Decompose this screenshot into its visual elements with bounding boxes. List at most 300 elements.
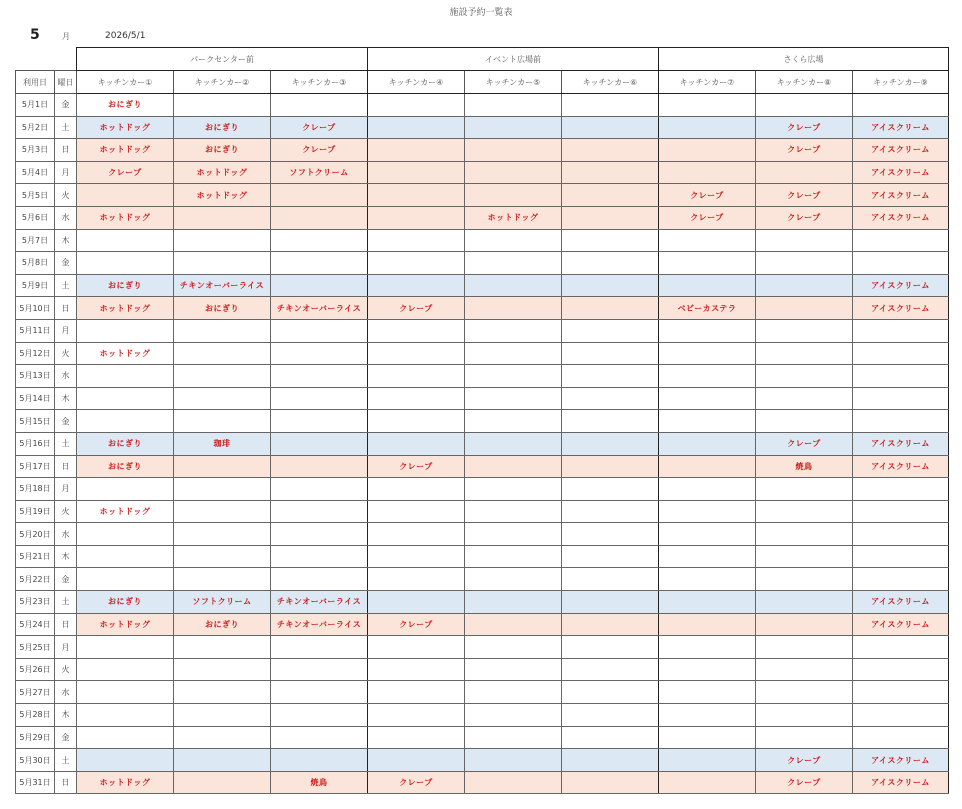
cell-car-5[interactable] bbox=[465, 704, 562, 727]
cell-car-2[interactable]: 珈琲 bbox=[174, 432, 271, 455]
cell-car-2[interactable]: ホットドッグ bbox=[174, 161, 271, 184]
cell-car-5[interactable] bbox=[465, 161, 562, 184]
cell-dow[interactable]: 木 bbox=[55, 545, 77, 568]
cell-car-5[interactable] bbox=[465, 274, 562, 297]
cell-dow[interactable]: 水 bbox=[55, 365, 77, 388]
cell-car-1[interactable] bbox=[77, 184, 174, 207]
cell-car-8[interactable] bbox=[756, 568, 853, 591]
cell-car-1[interactable] bbox=[77, 410, 174, 433]
cell-car-3[interactable] bbox=[271, 568, 368, 591]
cell-car-4[interactable] bbox=[368, 478, 465, 501]
cell-date[interactable]: 5月18日 bbox=[16, 478, 55, 501]
cell-car-7[interactable] bbox=[659, 94, 756, 117]
cell-car-3[interactable] bbox=[271, 252, 368, 275]
cell-car-9[interactable] bbox=[853, 500, 949, 523]
cell-car-8[interactable] bbox=[756, 252, 853, 275]
cell-car-7[interactable] bbox=[659, 387, 756, 410]
column-header-car-9[interactable]: キッチンカー⑨ bbox=[853, 71, 949, 94]
cell-car-9[interactable]: アイスクリーム bbox=[853, 206, 949, 229]
cell-car-6[interactable] bbox=[562, 319, 659, 342]
cell-car-7[interactable] bbox=[659, 478, 756, 501]
cell-dow[interactable]: 木 bbox=[55, 387, 77, 410]
cell-car-6[interactable] bbox=[562, 161, 659, 184]
cell-car-9[interactable] bbox=[853, 726, 949, 749]
cell-car-8[interactable]: クレープ bbox=[756, 116, 853, 139]
cell-car-8[interactable] bbox=[756, 523, 853, 546]
cell-car-4[interactable] bbox=[368, 591, 465, 614]
cell-date[interactable]: 5月1日 bbox=[16, 94, 55, 117]
cell-car-9[interactable]: アイスクリーム bbox=[853, 591, 949, 614]
cell-car-5[interactable] bbox=[465, 500, 562, 523]
cell-car-6[interactable] bbox=[562, 365, 659, 388]
cell-car-7[interactable] bbox=[659, 545, 756, 568]
cell-car-1[interactable] bbox=[77, 252, 174, 275]
cell-car-4[interactable]: クレープ bbox=[368, 771, 465, 794]
cell-car-7[interactable] bbox=[659, 252, 756, 275]
cell-car-2[interactable] bbox=[174, 229, 271, 252]
cell-dow[interactable]: 火 bbox=[55, 342, 77, 365]
cell-car-7[interactable] bbox=[659, 523, 756, 546]
cell-date[interactable]: 5月2日 bbox=[16, 116, 55, 139]
cell-dow[interactable]: 土 bbox=[55, 749, 77, 772]
cell-car-7[interactable] bbox=[659, 749, 756, 772]
cell-car-8[interactable] bbox=[756, 681, 853, 704]
cell-car-4[interactable]: クレープ bbox=[368, 613, 465, 636]
cell-dow[interactable]: 水 bbox=[55, 523, 77, 546]
cell-car-4[interactable] bbox=[368, 387, 465, 410]
cell-car-8[interactable] bbox=[756, 161, 853, 184]
cell-car-8[interactable]: クレープ bbox=[756, 139, 853, 162]
cell-car-5[interactable] bbox=[465, 568, 562, 591]
cell-car-1[interactable] bbox=[77, 704, 174, 727]
cell-car-4[interactable] bbox=[368, 274, 465, 297]
cell-date[interactable]: 5月27日 bbox=[16, 681, 55, 704]
cell-car-5[interactable] bbox=[465, 365, 562, 388]
cell-car-4[interactable] bbox=[368, 184, 465, 207]
cell-date[interactable]: 5月17日 bbox=[16, 455, 55, 478]
cell-car-2[interactable]: おにぎり bbox=[174, 139, 271, 162]
cell-car-4[interactable] bbox=[368, 500, 465, 523]
cell-car-6[interactable] bbox=[562, 252, 659, 275]
cell-dow[interactable]: 金 bbox=[55, 410, 77, 433]
cell-car-3[interactable] bbox=[271, 410, 368, 433]
cell-car-1[interactable]: ホットドッグ bbox=[77, 116, 174, 139]
cell-dow[interactable]: 月 bbox=[55, 636, 77, 659]
cell-car-3[interactable]: チキンオーバーライス bbox=[271, 591, 368, 614]
cell-date[interactable]: 5月20日 bbox=[16, 523, 55, 546]
cell-date[interactable]: 5月8日 bbox=[16, 252, 55, 275]
cell-car-4[interactable] bbox=[368, 206, 465, 229]
cell-car-4[interactable] bbox=[368, 161, 465, 184]
cell-car-7[interactable] bbox=[659, 591, 756, 614]
cell-dow[interactable]: 土 bbox=[55, 591, 77, 614]
cell-car-5[interactable] bbox=[465, 455, 562, 478]
cell-car-2[interactable] bbox=[174, 523, 271, 546]
cell-car-7[interactable] bbox=[659, 365, 756, 388]
column-header-car-4[interactable]: キッチンカー④ bbox=[368, 71, 465, 94]
cell-car-2[interactable] bbox=[174, 726, 271, 749]
cell-car-8[interactable] bbox=[756, 613, 853, 636]
cell-car-2[interactable] bbox=[174, 410, 271, 433]
cell-car-7[interactable] bbox=[659, 455, 756, 478]
cell-car-4[interactable] bbox=[368, 252, 465, 275]
cell-dow[interactable]: 金 bbox=[55, 726, 77, 749]
cell-car-1[interactable]: ホットドッグ bbox=[77, 206, 174, 229]
cell-car-4[interactable] bbox=[368, 365, 465, 388]
group-header-event-plaza[interactable]: イベント広場前 bbox=[368, 48, 659, 71]
cell-car-9[interactable] bbox=[853, 410, 949, 433]
cell-car-1[interactable] bbox=[77, 726, 174, 749]
cell-car-9[interactable] bbox=[853, 365, 949, 388]
cell-date[interactable]: 5月4日 bbox=[16, 161, 55, 184]
cell-car-2[interactable]: おにぎり bbox=[174, 116, 271, 139]
cell-car-3[interactable] bbox=[271, 94, 368, 117]
cell-car-8[interactable]: クレープ bbox=[756, 771, 853, 794]
cell-car-6[interactable] bbox=[562, 229, 659, 252]
cell-car-6[interactable] bbox=[562, 387, 659, 410]
cell-car-1[interactable] bbox=[77, 636, 174, 659]
cell-car-6[interactable] bbox=[562, 455, 659, 478]
cell-car-4[interactable] bbox=[368, 139, 465, 162]
cell-car-6[interactable] bbox=[562, 206, 659, 229]
cell-car-4[interactable]: クレープ bbox=[368, 455, 465, 478]
cell-car-5[interactable] bbox=[465, 252, 562, 275]
cell-car-6[interactable] bbox=[562, 410, 659, 433]
cell-car-5[interactable]: ホットドッグ bbox=[465, 206, 562, 229]
cell-car-9[interactable]: アイスクリーム bbox=[853, 116, 949, 139]
cell-car-2[interactable] bbox=[174, 252, 271, 275]
column-header-car-5[interactable]: キッチンカー⑤ bbox=[465, 71, 562, 94]
cell-car-7[interactable] bbox=[659, 681, 756, 704]
cell-car-1[interactable]: ホットドッグ bbox=[77, 771, 174, 794]
cell-car-8[interactable] bbox=[756, 274, 853, 297]
cell-car-3[interactable] bbox=[271, 274, 368, 297]
cell-car-5[interactable] bbox=[465, 432, 562, 455]
cell-car-8[interactable]: クレープ bbox=[756, 206, 853, 229]
cell-car-3[interactable] bbox=[271, 658, 368, 681]
cell-dow[interactable]: 土 bbox=[55, 432, 77, 455]
cell-car-3[interactable] bbox=[271, 206, 368, 229]
cell-car-2[interactable] bbox=[174, 704, 271, 727]
cell-car-3[interactable] bbox=[271, 387, 368, 410]
cell-car-3[interactable] bbox=[271, 545, 368, 568]
cell-dow[interactable]: 火 bbox=[55, 658, 77, 681]
cell-car-9[interactable]: アイスクリーム bbox=[853, 139, 949, 162]
cell-car-1[interactable] bbox=[77, 387, 174, 410]
cell-car-5[interactable] bbox=[465, 771, 562, 794]
cell-car-9[interactable]: アイスクリーム bbox=[853, 274, 949, 297]
column-header-car-3[interactable]: キッチンカー③ bbox=[271, 71, 368, 94]
cell-car-9[interactable] bbox=[853, 523, 949, 546]
cell-car-5[interactable] bbox=[465, 410, 562, 433]
cell-date[interactable]: 5月5日 bbox=[16, 184, 55, 207]
cell-car-7[interactable] bbox=[659, 658, 756, 681]
cell-car-2[interactable] bbox=[174, 771, 271, 794]
column-header-car-7[interactable]: キッチンカー⑦ bbox=[659, 71, 756, 94]
cell-car-3[interactable] bbox=[271, 365, 368, 388]
cell-car-9[interactable] bbox=[853, 94, 949, 117]
cell-car-2[interactable] bbox=[174, 206, 271, 229]
cell-date[interactable]: 5月23日 bbox=[16, 591, 55, 614]
cell-car-1[interactable] bbox=[77, 229, 174, 252]
cell-date[interactable]: 5月24日 bbox=[16, 613, 55, 636]
cell-dow[interactable]: 金 bbox=[55, 94, 77, 117]
cell-car-6[interactable] bbox=[562, 500, 659, 523]
cell-car-1[interactable]: ホットドッグ bbox=[77, 342, 174, 365]
cell-date[interactable]: 5月6日 bbox=[16, 206, 55, 229]
cell-car-8[interactable] bbox=[756, 297, 853, 320]
cell-car-1[interactable]: ホットドッグ bbox=[77, 500, 174, 523]
cell-car-4[interactable] bbox=[368, 636, 465, 659]
cell-car-8[interactable] bbox=[756, 591, 853, 614]
cell-car-1[interactable] bbox=[77, 478, 174, 501]
cell-car-8[interactable] bbox=[756, 229, 853, 252]
cell-car-3[interactable] bbox=[271, 726, 368, 749]
cell-car-9[interactable]: アイスクリーム bbox=[853, 432, 949, 455]
cell-car-4[interactable] bbox=[368, 658, 465, 681]
cell-car-9[interactable]: アイスクリーム bbox=[853, 771, 949, 794]
group-header-park-center[interactable]: パークセンター前 bbox=[77, 48, 368, 71]
cell-car-7[interactable]: ベビーカステラ bbox=[659, 297, 756, 320]
cell-car-9[interactable] bbox=[853, 704, 949, 727]
cell-car-8[interactable] bbox=[756, 94, 853, 117]
cell-car-9[interactable] bbox=[853, 658, 949, 681]
cell-car-2[interactable] bbox=[174, 500, 271, 523]
cell-car-2[interactable]: おにぎり bbox=[174, 297, 271, 320]
cell-dow[interactable]: 土 bbox=[55, 116, 77, 139]
cell-car-7[interactable] bbox=[659, 726, 756, 749]
cell-car-5[interactable] bbox=[465, 387, 562, 410]
column-header-car-8[interactable]: キッチンカー⑧ bbox=[756, 71, 853, 94]
cell-car-8[interactable] bbox=[756, 342, 853, 365]
cell-car-1[interactable] bbox=[77, 749, 174, 772]
cell-car-5[interactable] bbox=[465, 681, 562, 704]
cell-car-2[interactable] bbox=[174, 636, 271, 659]
cell-car-4[interactable] bbox=[368, 749, 465, 772]
cell-car-8[interactable] bbox=[756, 478, 853, 501]
cell-car-2[interactable]: おにぎり bbox=[174, 613, 271, 636]
group-header-sakura-plaza[interactable]: さくら広場 bbox=[659, 48, 949, 71]
cell-car-6[interactable] bbox=[562, 658, 659, 681]
cell-car-1[interactable]: おにぎり bbox=[77, 591, 174, 614]
cell-car-2[interactable]: ソフトクリーム bbox=[174, 591, 271, 614]
cell-date[interactable]: 5月25日 bbox=[16, 636, 55, 659]
cell-car-5[interactable] bbox=[465, 297, 562, 320]
cell-car-6[interactable] bbox=[562, 139, 659, 162]
cell-car-3[interactable] bbox=[271, 704, 368, 727]
cell-car-9[interactable]: アイスクリーム bbox=[853, 749, 949, 772]
cell-car-3[interactable] bbox=[271, 500, 368, 523]
cell-car-7[interactable] bbox=[659, 410, 756, 433]
cell-car-3[interactable]: チキンオーバーライス bbox=[271, 297, 368, 320]
cell-car-8[interactable] bbox=[756, 545, 853, 568]
cell-date[interactable]: 5月7日 bbox=[16, 229, 55, 252]
cell-car-6[interactable] bbox=[562, 771, 659, 794]
cell-car-8[interactable] bbox=[756, 704, 853, 727]
cell-car-4[interactable] bbox=[368, 545, 465, 568]
cell-car-9[interactable] bbox=[853, 545, 949, 568]
cell-car-7[interactable] bbox=[659, 274, 756, 297]
cell-car-4[interactable] bbox=[368, 568, 465, 591]
cell-car-2[interactable] bbox=[174, 319, 271, 342]
cell-car-4[interactable] bbox=[368, 319, 465, 342]
cell-car-2[interactable] bbox=[174, 387, 271, 410]
cell-car-9[interactable]: アイスクリーム bbox=[853, 297, 949, 320]
cell-car-9[interactable]: アイスクリーム bbox=[853, 613, 949, 636]
cell-car-4[interactable] bbox=[368, 726, 465, 749]
cell-car-4[interactable] bbox=[368, 704, 465, 727]
cell-car-2[interactable] bbox=[174, 94, 271, 117]
cell-car-4[interactable] bbox=[368, 94, 465, 117]
cell-car-1[interactable] bbox=[77, 319, 174, 342]
cell-car-3[interactable] bbox=[271, 636, 368, 659]
cell-car-1[interactable] bbox=[77, 523, 174, 546]
cell-date[interactable]: 5月13日 bbox=[16, 365, 55, 388]
cell-car-1[interactable]: クレープ bbox=[77, 161, 174, 184]
cell-dow[interactable]: 木 bbox=[55, 704, 77, 727]
cell-car-5[interactable] bbox=[465, 658, 562, 681]
cell-car-6[interactable] bbox=[562, 545, 659, 568]
cell-car-3[interactable] bbox=[271, 749, 368, 772]
cell-car-9[interactable] bbox=[853, 478, 949, 501]
column-header-date[interactable]: 利用日 bbox=[16, 71, 55, 94]
cell-car-8[interactable]: クレープ bbox=[756, 749, 853, 772]
cell-car-7[interactable] bbox=[659, 636, 756, 659]
cell-car-8[interactable]: 焼鳥 bbox=[756, 455, 853, 478]
cell-car-1[interactable]: ホットドッグ bbox=[77, 297, 174, 320]
cell-date[interactable]: 5月11日 bbox=[16, 319, 55, 342]
cell-dow[interactable]: 火 bbox=[55, 184, 77, 207]
cell-date[interactable]: 5月21日 bbox=[16, 545, 55, 568]
cell-date[interactable]: 5月9日 bbox=[16, 274, 55, 297]
cell-dow[interactable]: 木 bbox=[55, 229, 77, 252]
cell-car-7[interactable]: クレープ bbox=[659, 206, 756, 229]
cell-car-9[interactable] bbox=[853, 319, 949, 342]
cell-car-5[interactable] bbox=[465, 342, 562, 365]
cell-dow[interactable]: 日 bbox=[55, 771, 77, 794]
cell-dow[interactable]: 日 bbox=[55, 297, 77, 320]
cell-car-8[interactable] bbox=[756, 658, 853, 681]
cell-date[interactable]: 5月15日 bbox=[16, 410, 55, 433]
cell-car-2[interactable] bbox=[174, 658, 271, 681]
cell-car-2[interactable]: チキンオーバーライス bbox=[174, 274, 271, 297]
cell-dow[interactable]: 日 bbox=[55, 613, 77, 636]
cell-car-8[interactable] bbox=[756, 726, 853, 749]
cell-car-6[interactable] bbox=[562, 274, 659, 297]
cell-car-8[interactable] bbox=[756, 365, 853, 388]
cell-dow[interactable]: 火 bbox=[55, 500, 77, 523]
column-header-dow[interactable]: 曜日 bbox=[55, 71, 77, 94]
cell-car-8[interactable] bbox=[756, 410, 853, 433]
cell-date[interactable]: 5月19日 bbox=[16, 500, 55, 523]
cell-car-1[interactable] bbox=[77, 568, 174, 591]
cell-car-6[interactable] bbox=[562, 297, 659, 320]
cell-dow[interactable]: 日 bbox=[55, 455, 77, 478]
cell-dow[interactable]: 金 bbox=[55, 568, 77, 591]
cell-car-9[interactable]: アイスクリーム bbox=[853, 455, 949, 478]
cell-car-3[interactable] bbox=[271, 478, 368, 501]
cell-car-2[interactable] bbox=[174, 681, 271, 704]
cell-car-2[interactable] bbox=[174, 478, 271, 501]
cell-car-7[interactable]: クレープ bbox=[659, 184, 756, 207]
cell-car-7[interactable] bbox=[659, 704, 756, 727]
cell-car-7[interactable] bbox=[659, 116, 756, 139]
cell-car-5[interactable] bbox=[465, 116, 562, 139]
cell-car-6[interactable] bbox=[562, 613, 659, 636]
cell-dow[interactable]: 日 bbox=[55, 139, 77, 162]
cell-car-9[interactable]: アイスクリーム bbox=[853, 161, 949, 184]
cell-dow[interactable]: 月 bbox=[55, 161, 77, 184]
cell-car-7[interactable] bbox=[659, 139, 756, 162]
cell-car-1[interactable] bbox=[77, 545, 174, 568]
cell-car-9[interactable] bbox=[853, 342, 949, 365]
cell-car-3[interactable] bbox=[271, 523, 368, 546]
cell-car-7[interactable] bbox=[659, 319, 756, 342]
cell-car-3[interactable]: 焼鳥 bbox=[271, 771, 368, 794]
cell-car-5[interactable] bbox=[465, 229, 562, 252]
cell-car-6[interactable] bbox=[562, 636, 659, 659]
cell-car-5[interactable] bbox=[465, 184, 562, 207]
cell-car-2[interactable] bbox=[174, 342, 271, 365]
cell-car-3[interactable] bbox=[271, 229, 368, 252]
cell-car-5[interactable] bbox=[465, 94, 562, 117]
cell-car-7[interactable] bbox=[659, 229, 756, 252]
cell-car-1[interactable]: おにぎり bbox=[77, 94, 174, 117]
cell-car-3[interactable]: ソフトクリーム bbox=[271, 161, 368, 184]
cell-car-1[interactable]: おにぎり bbox=[77, 274, 174, 297]
cell-car-7[interactable] bbox=[659, 613, 756, 636]
cell-car-3[interactable]: チキンオーバーライス bbox=[271, 613, 368, 636]
cell-car-1[interactable]: おにぎり bbox=[77, 455, 174, 478]
cell-dow[interactable]: 月 bbox=[55, 319, 77, 342]
cell-car-2[interactable] bbox=[174, 749, 271, 772]
column-header-car-6[interactable]: キッチンカー⑥ bbox=[562, 71, 659, 94]
cell-car-3[interactable] bbox=[271, 184, 368, 207]
cell-date[interactable]: 5月30日 bbox=[16, 749, 55, 772]
cell-car-9[interactable] bbox=[853, 636, 949, 659]
cell-car-5[interactable] bbox=[465, 545, 562, 568]
cell-car-4[interactable] bbox=[368, 410, 465, 433]
cell-car-6[interactable] bbox=[562, 94, 659, 117]
cell-car-2[interactable] bbox=[174, 568, 271, 591]
cell-car-9[interactable] bbox=[853, 568, 949, 591]
cell-car-5[interactable] bbox=[465, 726, 562, 749]
cell-date[interactable]: 5月12日 bbox=[16, 342, 55, 365]
cell-date[interactable]: 5月10日 bbox=[16, 297, 55, 320]
cell-date[interactable]: 5月28日 bbox=[16, 704, 55, 727]
cell-car-5[interactable] bbox=[465, 319, 562, 342]
cell-car-8[interactable] bbox=[756, 500, 853, 523]
cell-date[interactable]: 5月22日 bbox=[16, 568, 55, 591]
cell-car-6[interactable] bbox=[562, 591, 659, 614]
cell-dow[interactable]: 土 bbox=[55, 274, 77, 297]
cell-car-6[interactable] bbox=[562, 342, 659, 365]
cell-car-5[interactable] bbox=[465, 749, 562, 772]
cell-car-6[interactable] bbox=[562, 704, 659, 727]
cell-car-3[interactable] bbox=[271, 319, 368, 342]
cell-date[interactable]: 5月16日 bbox=[16, 432, 55, 455]
cell-car-3[interactable] bbox=[271, 455, 368, 478]
cell-car-7[interactable] bbox=[659, 771, 756, 794]
cell-car-4[interactable] bbox=[368, 432, 465, 455]
cell-dow[interactable]: 月 bbox=[55, 478, 77, 501]
cell-car-8[interactable]: クレープ bbox=[756, 184, 853, 207]
cell-car-8[interactable] bbox=[756, 636, 853, 659]
cell-car-6[interactable] bbox=[562, 432, 659, 455]
cell-car-7[interactable] bbox=[659, 342, 756, 365]
cell-date[interactable]: 5月3日 bbox=[16, 139, 55, 162]
cell-car-6[interactable] bbox=[562, 568, 659, 591]
